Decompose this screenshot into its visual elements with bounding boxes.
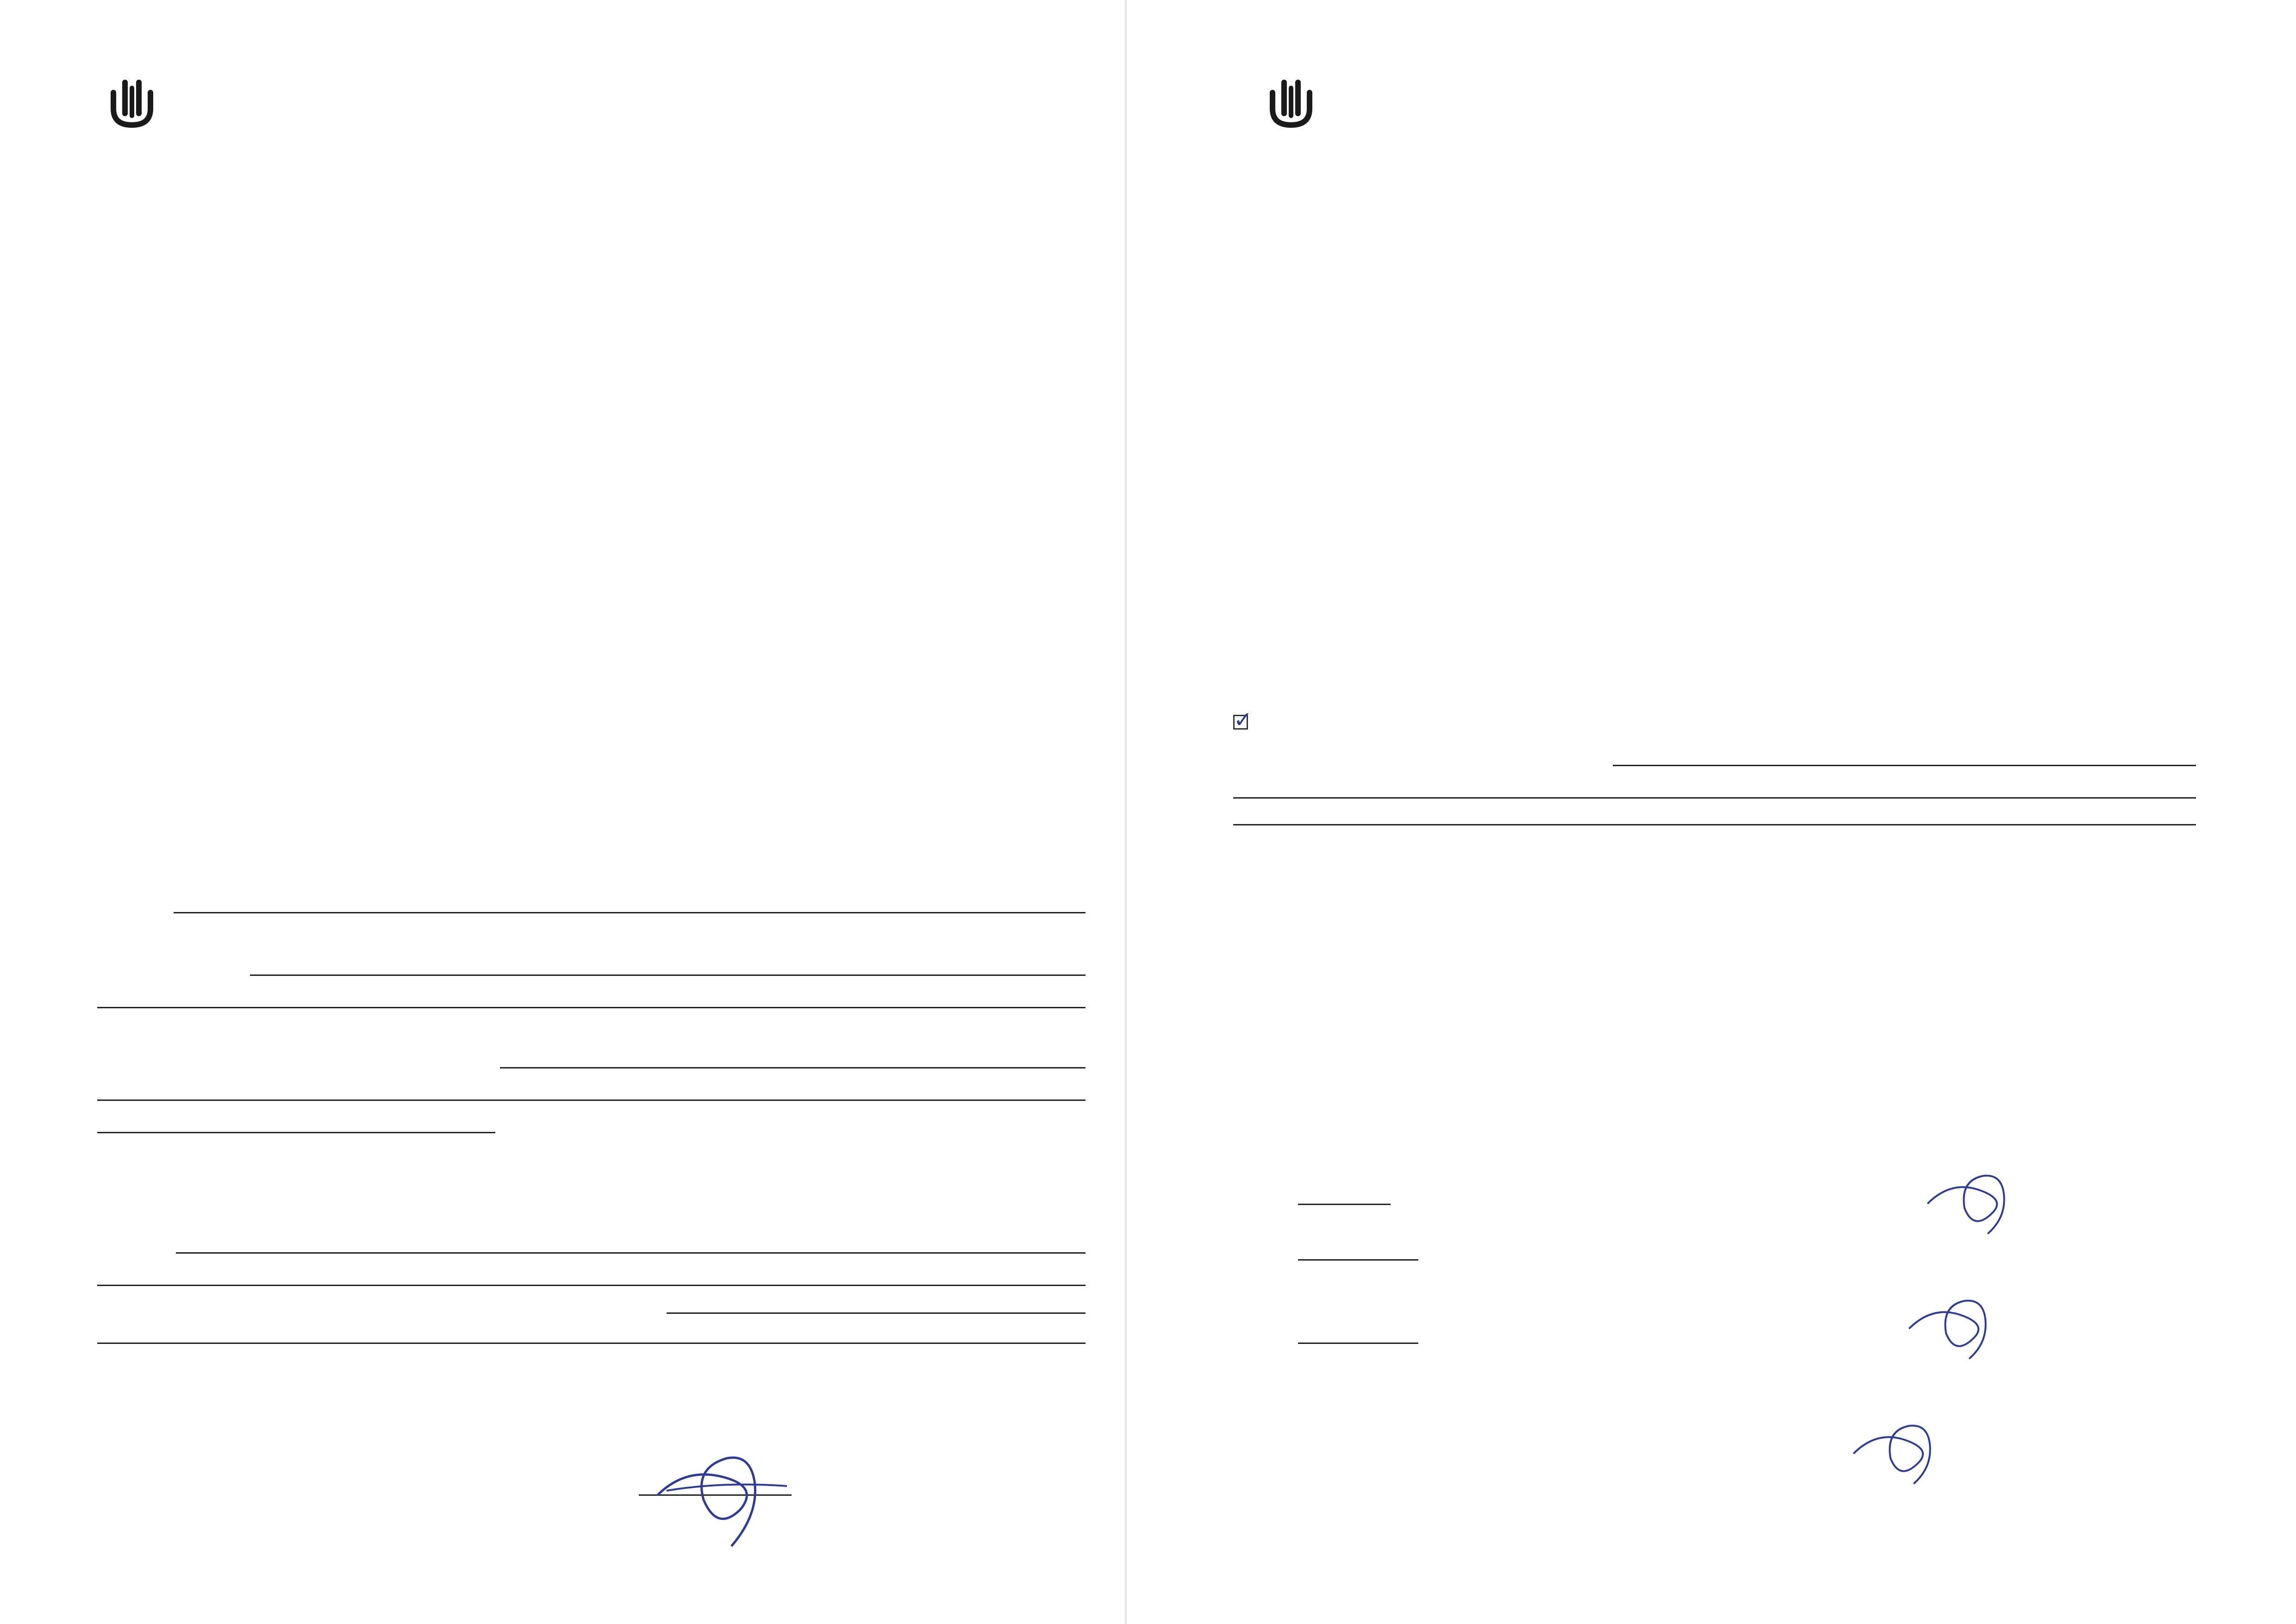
commit-3	[1233, 1324, 2196, 1352]
pib-underline	[174, 912, 1086, 913]
sum-underline-2	[97, 1343, 1086, 1344]
relative-underline-2	[97, 1007, 1086, 1008]
commit-2	[1233, 1241, 2196, 1268]
diagnosis-underline-1	[500, 1067, 1086, 1068]
dobrodiy-logo-icon	[106, 79, 157, 130]
doctor-underline-3	[1233, 824, 2196, 825]
sum-underline-1	[667, 1312, 1086, 1314]
commit-1	[1233, 1185, 2196, 1213]
aid-underline-2	[97, 1285, 1086, 1286]
signature-right-2-icon	[1904, 1287, 2006, 1361]
aid-underline-1	[176, 1252, 1086, 1254]
page-right	[1125, 0, 2296, 1624]
signature-right-3-icon	[1849, 1412, 1951, 1486]
signature-left-icon	[648, 1440, 796, 1551]
signature-right-1-icon	[1923, 1162, 2025, 1236]
logo-right	[1266, 79, 1325, 130]
diagnosis-underline-2	[97, 1099, 1086, 1101]
page-left	[0, 0, 1125, 1624]
doctor-underline-2	[1233, 797, 2196, 799]
dobrodiy-logo-icon	[1266, 79, 1316, 130]
relative-underline-1	[250, 974, 1086, 976]
doctor-underline-1	[1613, 765, 2196, 766]
logo	[106, 79, 166, 130]
diagnosis-underline-3	[97, 1132, 495, 1133]
doctor-item	[1233, 708, 2196, 736]
checkbox[interactable]	[1233, 715, 1248, 730]
